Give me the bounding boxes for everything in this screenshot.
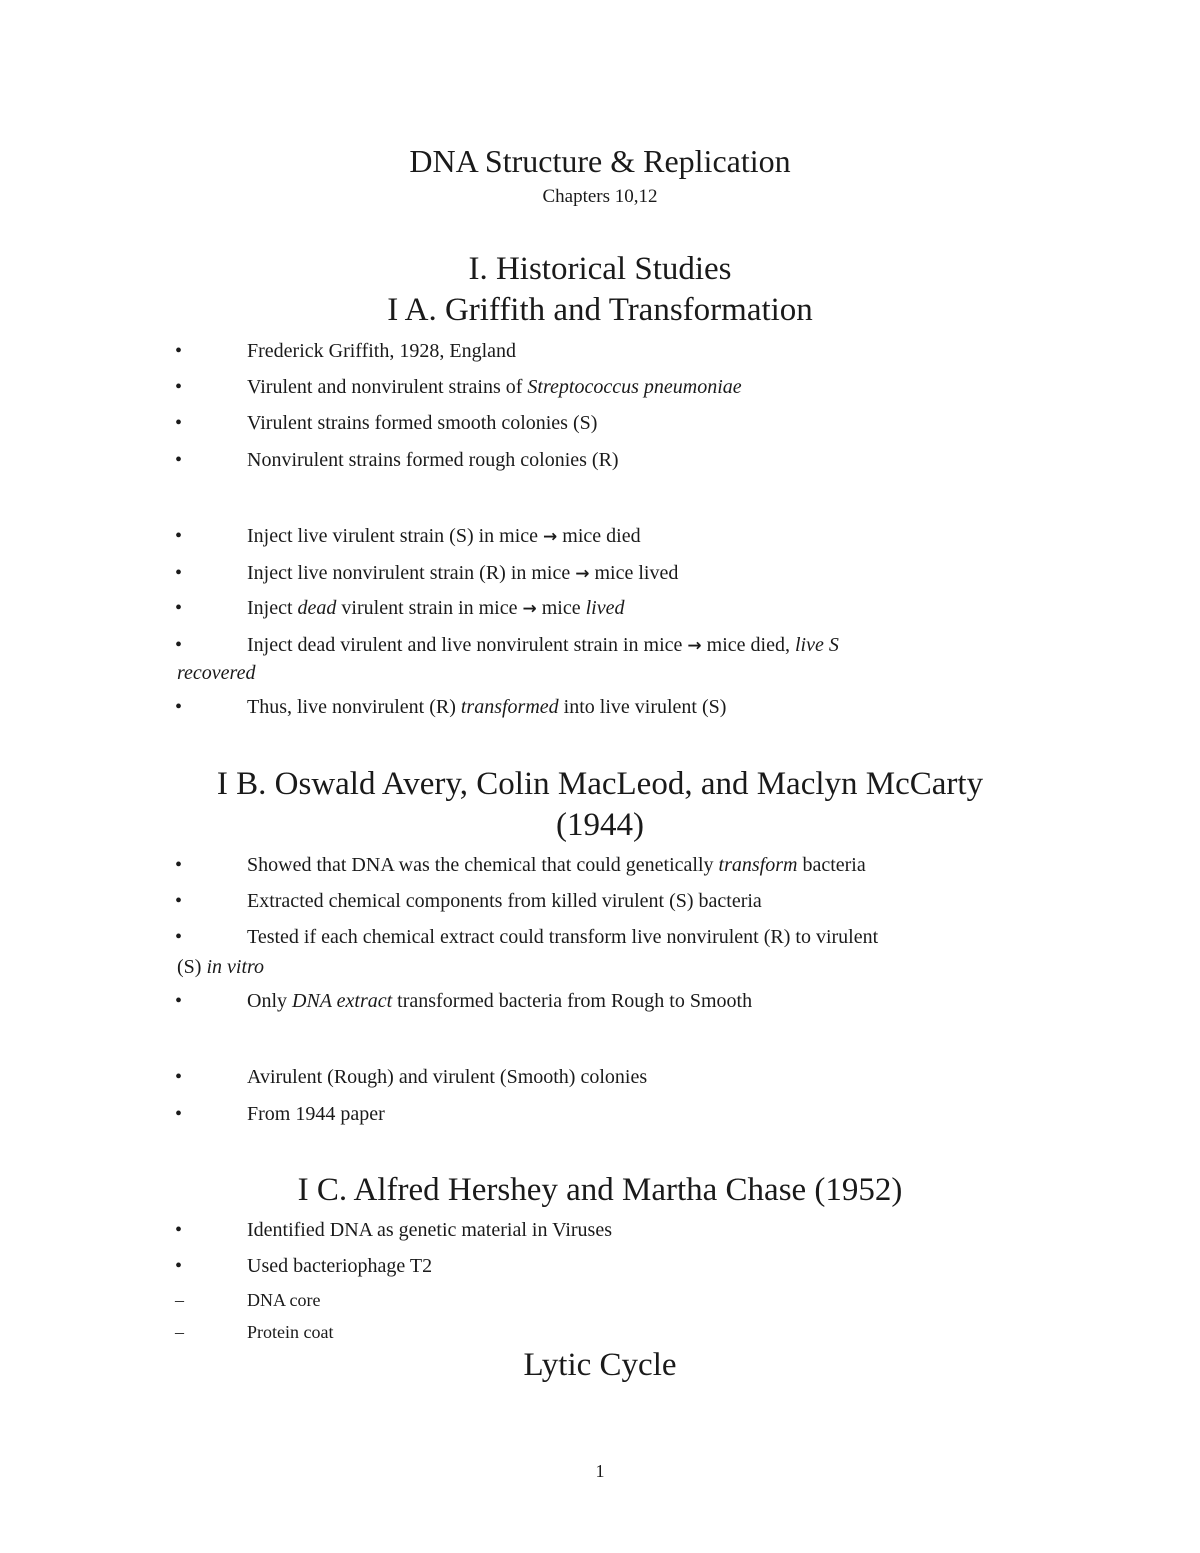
bullet-icon: • <box>175 597 183 619</box>
bullet-icon: • <box>175 854 183 876</box>
list-item <box>247 525 641 548</box>
emphasis-text: transform <box>718 854 798 876</box>
list-item <box>247 597 625 620</box>
list-item-text: Inject live virulent strain (S) in mice <box>247 525 544 547</box>
section-subheading-griffith: I A. Griffith and Transformation <box>387 292 813 328</box>
sub-list-item: DNA core <box>247 1290 321 1310</box>
species-name: Streptococcus pneumoniae <box>527 376 742 398</box>
list-item: Used bacteriophage T2 <box>247 1255 433 1277</box>
emphasis-text: in vitro <box>206 956 265 978</box>
bullet-icon: • <box>175 926 183 948</box>
dash-icon: – <box>175 1322 184 1342</box>
list-item-continuation: recovered <box>177 662 256 684</box>
bullet-icon: • <box>175 340 183 362</box>
list-item-text: Only <box>247 990 292 1012</box>
document-title: DNA Structure & Replication <box>409 143 791 179</box>
document-subtitle: Chapters 10,12 <box>542 186 658 207</box>
section-heading-historical-studies: I. Historical Studies <box>468 251 732 287</box>
list-item: Nonvirulent strains formed rough colonies (R) <box>247 449 619 471</box>
bullet-icon: • <box>175 1255 183 1277</box>
bullet-icon: • <box>175 562 183 584</box>
list-item-text: mice died, <box>701 634 795 656</box>
list-item <box>247 854 866 877</box>
list-item-text: Virulent and nonvirulent strains of <box>247 376 528 398</box>
list-item-text: virulent strain in mice <box>336 597 523 619</box>
arrow-right-icon: → <box>687 636 702 656</box>
list-item: Virulent strains formed smooth colonies (S) <box>247 412 598 434</box>
list-item <box>247 634 839 657</box>
list-item-text: Thus, live nonvirulent (R) <box>247 696 461 718</box>
list-item-text: mice lived <box>589 562 679 584</box>
emphasis-text: lived <box>585 597 625 619</box>
list-item-text: Inject live nonvirulent strain (R) in mice <box>247 562 576 584</box>
bullet-icon: • <box>175 1066 183 1088</box>
list-item-text: Showed that DNA was the chemical that could genetically <box>247 854 719 876</box>
bullet-icon: • <box>175 634 183 656</box>
list-item-continuation <box>177 956 264 979</box>
list-item: Identified DNA as genetic material in Viruses <box>247 1219 612 1241</box>
list-item-text: mice <box>536 597 586 619</box>
section-heading-hershey-chase: I C. Alfred Hershey and Martha Chase (1952) <box>297 1172 903 1208</box>
bullet-icon: • <box>175 890 183 912</box>
list-item: Frederick Griffith, 1928, England <box>247 340 517 362</box>
list-item-text: (S) <box>177 956 207 978</box>
dash-icon: – <box>175 1290 184 1310</box>
list-item-text: mice died <box>557 525 641 547</box>
bullet-icon: • <box>175 412 183 434</box>
bullet-icon: • <box>175 990 183 1012</box>
list-item-text: Inject <box>247 597 298 619</box>
list-item: From 1944 paper <box>247 1103 385 1125</box>
list-item: Avirulent (Rough) and virulent (Smooth) colonies <box>247 1066 648 1088</box>
section-heading-avery: I B. Oswald Avery, Colin MacLeod, and Maclyn McCarty <box>216 766 984 802</box>
list-item <box>247 562 678 585</box>
emphasis-text: live S <box>794 634 839 656</box>
bullet-icon: • <box>175 525 183 547</box>
page-number: 1 <box>595 1461 605 1481</box>
emphasis-text: transformed <box>460 696 559 718</box>
list-item <box>247 376 742 399</box>
bullet-icon: • <box>175 696 183 718</box>
list-item-text: bacteria <box>797 854 866 876</box>
bullet-icon: • <box>175 1219 183 1241</box>
section-heading-avery-year: (1944) <box>556 807 644 843</box>
bullet-icon: • <box>175 1103 183 1125</box>
arrow-right-icon: → <box>575 564 590 584</box>
arrow-right-icon: → <box>522 599 537 619</box>
list-item: Extracted chemical components from killed virulent (S) bacteria <box>247 890 762 912</box>
bullet-icon: • <box>175 449 183 471</box>
list-item-text: into live virulent (S) <box>558 696 727 718</box>
arrow-right-icon: → <box>543 527 558 547</box>
list-item <box>247 990 752 1013</box>
emphasis-text: dead <box>297 597 337 619</box>
bullet-icon: • <box>175 376 183 398</box>
list-item-text: transformed bacteria from Rough to Smooth <box>392 990 753 1012</box>
section-heading-lytic-cycle: Lytic Cycle <box>523 1347 677 1383</box>
emphasis-text: DNA extract <box>292 990 393 1012</box>
list-item-text: Inject dead virulent and live nonvirulent strain in mice <box>247 634 688 656</box>
sub-list-item: Protein coat <box>247 1322 334 1342</box>
list-item: Tested if each chemical extract could transform live nonvirulent (R) to virulent <box>247 926 879 948</box>
list-item <box>247 696 726 719</box>
